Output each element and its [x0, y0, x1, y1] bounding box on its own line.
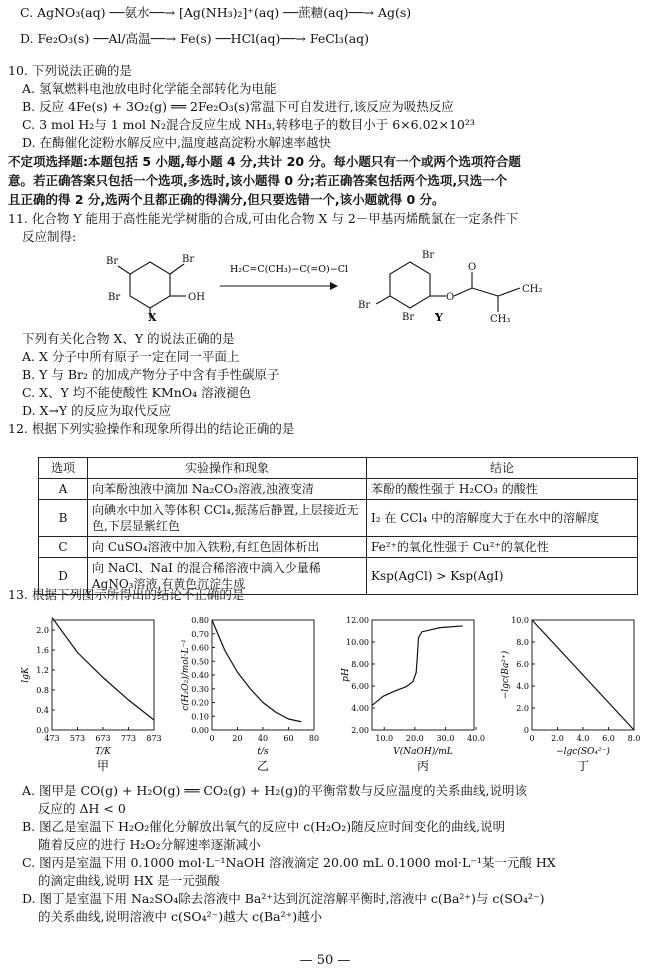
- y-tick-label: 0.50: [191, 657, 209, 667]
- q13-option-a-1: A. 图甲是 CO(g) + H₂O(g) ══ CO₂(g) + H₂(g)的平衡常数与反应温度的关系曲线,说明该: [22, 783, 527, 798]
- svg-text:Br: Br: [402, 312, 415, 322]
- table-cell: Fe²⁺的氧化性强于 Cu²⁺的氧化性: [367, 537, 638, 558]
- x-tick-label: 8.0: [627, 734, 641, 743]
- y-tick-label: 0.20: [191, 698, 209, 708]
- option-c-line: C. AgNO₃(aq) ──氨水──→ [Ag(NH₃)₂]⁺(aq) ──蔗糖(aq)──→ Ag(s): [20, 5, 412, 20]
- y-tick-label: 0.8: [36, 686, 49, 695]
- svg-text:O: O: [446, 292, 455, 303]
- x-tick-label: 0: [209, 734, 215, 743]
- svg-text:CH₃: CH₃: [490, 314, 511, 322]
- y-axis-label: −lgc(Ba²⁺): [501, 650, 511, 700]
- x-tick-label: 473: [44, 734, 60, 743]
- y-tick-label: 0.70: [191, 629, 209, 639]
- table-cell: 向碘水中加入等体积 CCl₄,振荡后静置,上层接近无色,下层显紫红色: [88, 500, 367, 537]
- q13-option-b-2: 随着反应的进行 H₂O₂分解速率逐渐减小: [38, 837, 261, 852]
- label-x: X: [148, 311, 157, 322]
- header-option: 选项: [39, 458, 88, 479]
- x-tick-label: 20: [232, 734, 243, 743]
- y-axis-label: lgK: [21, 667, 31, 683]
- x-tick-label: 873: [146, 734, 162, 743]
- q13-stem: 13. 根据下列图示所得出的结论不正确的是: [8, 587, 245, 602]
- table-cell: 向 CuSO₄溶液中加入铁粉,有红色固体析出: [88, 537, 367, 558]
- table-cell: D: [39, 558, 88, 595]
- table-cell: 向苯酚浊液中滴加 Na₂CO₃溶液,浊液变清: [88, 479, 367, 500]
- table-row: [39, 479, 638, 500]
- table-cell: 苯酚的酸性强于 H₂CO₃ 的酸性: [367, 479, 638, 500]
- q11-stem: 11. 化合物 Y 能用于高性能光学树脂的合成,可由化合物 X 与 2－甲基丙烯酰氯在一定条件下: [8, 211, 519, 226]
- chart-jia: [18, 606, 168, 774]
- x-tick-label: 773: [120, 734, 137, 743]
- chart-bing: [338, 606, 488, 774]
- y-tick-label: 10.0: [511, 616, 529, 625]
- section-heading-1: 不定项选择题:本题包括 5 小题,每小题 4 分,共计 20 分。每小题只有一个或两个选项符合题: [8, 154, 521, 169]
- x-axis-label: −lgc(SO₄²⁻): [556, 747, 610, 757]
- y-tick-label: 0.0: [36, 726, 49, 735]
- y-tick-label: 8.0: [516, 638, 529, 647]
- q11-stem-cont: 反应制得:: [22, 229, 77, 244]
- y-tick-label: 4.00: [351, 704, 369, 713]
- x-tick-label: 40.0: [467, 734, 485, 743]
- reagent-label: H₂C=C(CH₃)−C(=O)−Cl: [230, 264, 349, 275]
- q10-option-b: B. 反应 4Fe(s) + 3O₂(g) ══ 2Fe₂O₃(s)常温下可自发进行,该反应为吸热反应: [22, 99, 454, 114]
- label-y: Y: [435, 311, 443, 322]
- section-heading-3: 且正确的得 2 分,选两个且都正确的得满分,但只要选错一个,该小题就得 0 分。: [8, 192, 445, 207]
- y-tick-label: 2.00: [351, 726, 369, 735]
- q10-option-a: A. 氢氧燃料电池放电时化学能全部转化为电能: [22, 81, 277, 96]
- x-tick-label: 80: [308, 734, 320, 743]
- x-tick-label: 30.0: [436, 734, 455, 743]
- chart-yi: [178, 606, 328, 774]
- table-cell: C: [39, 537, 88, 558]
- y-tick-label: 0.4: [36, 706, 49, 715]
- chart-title: 丙: [416, 759, 430, 773]
- y-tick-label: 1.2: [36, 666, 49, 675]
- svg-text:Br: Br: [106, 256, 119, 267]
- compound-x-structure: [118, 262, 186, 318]
- y-tick-label: 0.00: [191, 726, 209, 735]
- x-tick-label: 60: [283, 734, 294, 743]
- y-tick-label: 0.10: [191, 712, 209, 722]
- x-tick-label: 0: [529, 734, 535, 743]
- y-tick-label: 4.0: [516, 682, 529, 691]
- table-cell: I₂ 在 CCl₄ 中的溶解度大于在水中的溶解度: [367, 500, 638, 537]
- x-tick-label: 4.0: [576, 734, 590, 743]
- plot-frame: [212, 620, 314, 730]
- series-line: [532, 620, 634, 730]
- y-tick-label: 6.00: [351, 682, 369, 691]
- table-row: [39, 500, 638, 537]
- chart-title: 乙: [256, 759, 270, 773]
- y-tick-label: 10.00: [346, 638, 369, 647]
- q10-stem: 10. 下列说法正确的是: [8, 63, 132, 78]
- q12-stem: 12. 根据下列实验操作和现象所得出的结论正确的是: [8, 421, 295, 436]
- page-number: — 50 —: [299, 953, 351, 968]
- reaction-scheme: [70, 242, 630, 322]
- y-axis-label: pH: [341, 668, 351, 682]
- svg-text:OH: OH: [188, 292, 205, 303]
- svg-text:Br: Br: [358, 300, 371, 311]
- chart-title: 丁: [576, 759, 590, 773]
- x-tick-label: 573: [69, 734, 86, 743]
- y-tick-label: 0.80: [191, 616, 209, 625]
- x-tick-label: 6.0: [602, 734, 615, 743]
- q11-sub-stem: 下列有关化合物 X、Y 的说法正确的是: [22, 331, 235, 346]
- x-axis-label: V(NaOH)/mL: [393, 747, 453, 757]
- y-tick-label: 8.00: [351, 660, 369, 669]
- svg-text:Br: Br: [422, 250, 435, 261]
- svg-text:O: O: [468, 262, 477, 273]
- header-operation: 实验操作和现象: [88, 458, 367, 479]
- y-axis-label: c(H₂O₂)/mol·L⁻¹: [181, 639, 191, 711]
- option-d-line: D. Fe₂O₃(s) ──Al/高温──→ Fe(s) ──HCl(aq)──→ FeCl₃(aq): [20, 31, 370, 46]
- table-row: [39, 537, 638, 558]
- q13-option-d-2: 的关系曲线,说明溶液中 c(SO₄²⁻)越大 c(Ba²⁺)越小: [38, 909, 323, 924]
- svg-text:Br: Br: [108, 292, 121, 303]
- svg-text:Br: Br: [182, 254, 195, 265]
- y-tick-label: 2.0: [36, 626, 49, 635]
- y-tick-label: 12.00: [346, 616, 369, 625]
- svg-text:CH₂: CH₂: [522, 284, 543, 295]
- compound-y-structure: [376, 262, 520, 312]
- q10-option-c: C. 3 mol H₂与 1 mol N₂混合反应生成 NH₃,转移电子的数目小于 6×6.02×10²³: [22, 117, 475, 132]
- x-tick-label: 2.0: [551, 734, 564, 743]
- y-tick-label: 0.60: [191, 643, 209, 653]
- q11-option-b: B. Y 与 Br₂ 的加成产物分子中含有手性碳原子: [22, 367, 280, 382]
- table-cell: B: [39, 500, 88, 537]
- y-tick-label: 0.30: [191, 684, 209, 694]
- x-tick-label: 20.0: [405, 734, 424, 743]
- chart-ding: [498, 606, 648, 774]
- y-tick-label: 1.6: [36, 646, 49, 655]
- x-tick-label: 10.0: [375, 734, 394, 743]
- series-line: [52, 618, 154, 721]
- q13-option-d-1: D. 图丁是室温下用 Na₂SO₄除去溶液中 Ba²⁺达到沉淀溶解平衡时,溶液中 c(Ba²⁺)与 c(SO₄²⁻): [22, 891, 545, 906]
- q10-option-d: D. 在酶催化淀粉水解反应中,温度越高淀粉水解速率越快: [22, 135, 331, 150]
- plot-frame: [52, 620, 154, 730]
- q13-option-a-2: 反应的 ΔH < 0: [38, 801, 126, 816]
- y-tick-label: 6.0: [516, 660, 529, 669]
- table-header-row: [39, 458, 638, 479]
- chart-title: 甲: [96, 759, 110, 773]
- y-tick-label: 0.40: [191, 671, 209, 680]
- series-line: [212, 620, 301, 722]
- q11-option-c: C. X、Y 均不能使酸性 KMnO₄ 溶液褪色: [22, 385, 252, 400]
- section-heading-2: 意。若正确答案只包括一个选项,多选时,该小题得 0 分;若正确答案包括两个选项,只选一个: [8, 173, 508, 188]
- x-axis-label: T/K: [95, 747, 111, 757]
- x-tick-label: 40: [257, 734, 269, 743]
- x-tick-label: 673: [95, 734, 111, 743]
- plot-frame: [372, 620, 474, 730]
- table-cell: 向 NaCl、NaI 的混合稀溶液中滴入少量稀 AgNO₃溶液,有黄色沉淀生成: [88, 558, 367, 595]
- table-cell: Ksp(AgCl) > Ksp(AgI): [367, 558, 638, 595]
- q13-option-c-1: C. 图丙是室温下用 0.1000 mol·L⁻¹NaOH 溶液滴定 20.00 mL 0.1000 mol·L⁻¹某一元酸 HX: [22, 855, 556, 870]
- table-cell: A: [39, 479, 88, 500]
- q11-option-a: A. X 分子中所有原子一定在同一平面上: [22, 349, 240, 364]
- q12-table: [38, 457, 638, 595]
- header-conclusion: 结论: [367, 458, 638, 479]
- series-line: [372, 626, 463, 706]
- y-tick-label: 0: [523, 726, 529, 735]
- q13-option-c-2: 的滴定曲线,说明 HX 是一元强酸: [38, 873, 220, 888]
- q13-option-b-1: B. 图乙是室温下 H₂O₂催化分解放出氧气的反应中 c(H₂O₂)随反应时间变化的曲线,说明: [22, 819, 506, 834]
- y-tick-label: 2.0: [516, 704, 529, 713]
- q11-option-d: D. X→Y 的反应为取代反应: [22, 403, 172, 418]
- x-axis-label: t/s: [257, 747, 269, 757]
